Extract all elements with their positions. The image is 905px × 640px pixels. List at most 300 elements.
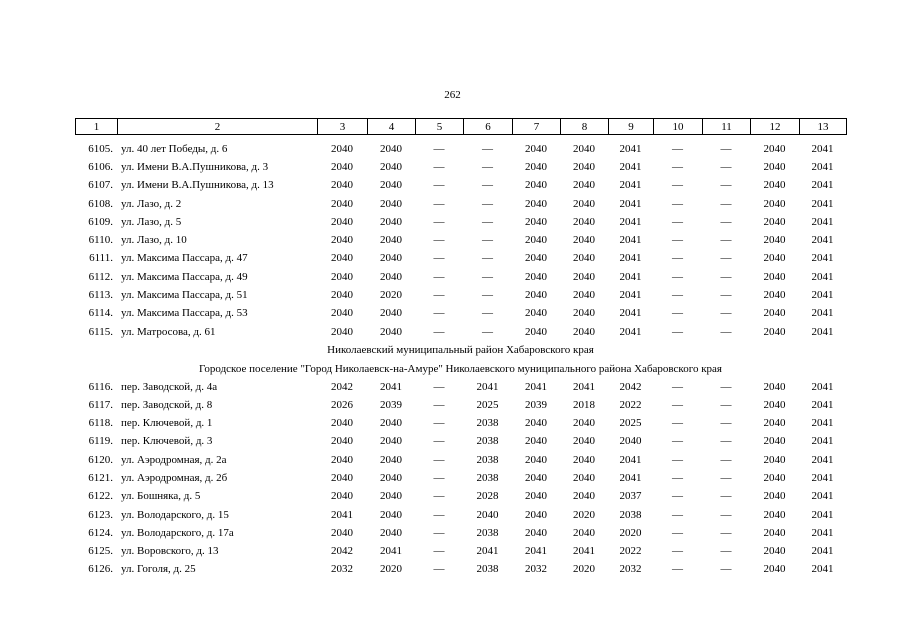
header-cell: 9 — [609, 119, 654, 135]
year-cell: 2040 — [573, 215, 595, 228]
year-cell: — — [672, 142, 683, 155]
year-cell: 2038 — [476, 471, 499, 484]
table-row — [75, 506, 846, 524]
year-cell: — — [433, 453, 445, 466]
year-cell: 2041 — [619, 234, 642, 247]
year-cell: 2040 — [331, 307, 353, 320]
year-cell: 2040 — [763, 197, 786, 210]
year-cell: 2020 — [573, 563, 595, 576]
year-cell: — — [433, 179, 445, 192]
address-cell: ул. Аэродромная, д. 2б — [121, 471, 228, 484]
year-cell: — — [720, 252, 732, 265]
year-cell: 2040 — [763, 234, 786, 247]
header-cell: 13 — [800, 119, 847, 135]
year-cell: 2040 — [763, 417, 786, 430]
year-cell: 2040 — [380, 325, 402, 338]
row-number-cell: 6117. — [88, 398, 113, 411]
year-cell: 2040 — [763, 179, 786, 192]
year-cell: — — [672, 417, 683, 430]
year-cell: — — [482, 197, 493, 210]
address-cell: ул. Максима Пассара, д. 49 — [121, 270, 248, 283]
year-cell: 2040 — [763, 252, 786, 265]
year-cell: 2041 — [619, 453, 642, 466]
year-cell: 2037 — [619, 490, 642, 503]
year-cell: 2041 — [811, 508, 834, 521]
year-cell: 2041 — [619, 252, 642, 265]
table-row — [75, 213, 846, 231]
year-cell: 2040 — [525, 471, 547, 484]
header-row — [76, 119, 847, 135]
year-cell: 2041 — [619, 270, 642, 283]
header-cell: 7 — [513, 119, 561, 135]
year-cell: 2040 — [525, 435, 547, 448]
year-cell: 2040 — [525, 453, 547, 466]
year-cell: 2018 — [573, 398, 595, 411]
row-number-cell: 6114. — [88, 307, 113, 320]
year-cell: 2040 — [331, 435, 353, 448]
year-cell: — — [433, 398, 445, 411]
table-row — [75, 268, 846, 286]
table-row — [75, 250, 846, 268]
header-cell: 4 — [368, 119, 416, 135]
table-row — [75, 177, 846, 195]
rows-group-a — [75, 140, 846, 341]
year-cell: 2040 — [573, 160, 595, 173]
year-cell: 2040 — [573, 490, 595, 503]
data-table-body — [75, 140, 846, 579]
year-cell: 2040 — [763, 545, 786, 558]
address-cell: ул. Аэродромная, д. 2а — [121, 453, 227, 466]
year-cell: 2041 — [331, 508, 353, 521]
year-cell: 2038 — [476, 417, 499, 430]
address-cell: ул. Лазо, д. 5 — [121, 215, 182, 228]
year-cell: 2020 — [380, 289, 402, 302]
year-cell: 2040 — [573, 179, 595, 192]
year-cell: 2040 — [763, 270, 786, 283]
table-row — [75, 286, 846, 304]
year-cell: 2041 — [811, 563, 834, 576]
year-cell: 2041 — [811, 215, 834, 228]
year-cell: — — [433, 307, 445, 320]
year-cell: — — [433, 234, 445, 247]
header-cell: 3 — [318, 119, 368, 135]
year-cell: 2040 — [763, 380, 786, 393]
header-cell: 1 — [76, 119, 118, 135]
table-row — [75, 433, 846, 451]
table-row — [75, 158, 846, 176]
year-cell: — — [672, 380, 683, 393]
year-cell: 2041 — [811, 234, 834, 247]
year-cell: 2040 — [525, 417, 547, 430]
year-cell: — — [720, 435, 732, 448]
header-cell: 2 — [118, 119, 318, 135]
year-cell: 2040 — [380, 471, 402, 484]
year-cell: 2041 — [619, 289, 642, 302]
year-cell: 2020 — [619, 526, 642, 539]
year-cell: — — [433, 471, 445, 484]
year-cell: 2025 — [619, 417, 642, 430]
year-cell: 2040 — [573, 142, 595, 155]
year-cell: — — [720, 453, 732, 466]
year-cell: 2038 — [476, 526, 499, 539]
year-cell: 2040 — [380, 215, 402, 228]
year-cell: 2041 — [573, 380, 595, 393]
year-cell: 2040 — [763, 490, 786, 503]
year-cell: 2040 — [763, 398, 786, 411]
year-cell: 2041 — [811, 398, 834, 411]
row-number-cell: 6122. — [88, 490, 113, 503]
year-cell: 2032 — [525, 563, 547, 576]
address-cell: ул. Лазо, д. 2 — [121, 197, 182, 210]
year-cell: — — [720, 325, 732, 338]
year-cell: 2041 — [619, 215, 642, 228]
row-number-cell: 6115. — [88, 325, 113, 338]
year-cell: 2041 — [476, 545, 499, 558]
year-cell: — — [672, 289, 683, 302]
address-cell: пер. Ключевой, д. 1 — [121, 417, 213, 430]
year-cell: — — [720, 197, 732, 210]
year-cell: 2040 — [525, 526, 547, 539]
address-cell: пер. Заводской, д. 4а — [121, 380, 218, 393]
year-cell: 2040 — [380, 435, 402, 448]
year-cell: 2040 — [380, 252, 402, 265]
year-cell: — — [433, 160, 445, 173]
table-row — [75, 524, 846, 542]
year-cell: 2040 — [763, 563, 786, 576]
year-cell: 2040 — [331, 490, 353, 503]
table-row — [75, 396, 846, 414]
year-cell: 2040 — [380, 160, 402, 173]
page-number: 262 — [444, 89, 461, 101]
year-cell: — — [433, 142, 445, 155]
year-cell: 2025 — [476, 398, 499, 411]
year-cell: — — [720, 380, 732, 393]
year-cell: 2040 — [525, 490, 547, 503]
year-cell: 2041 — [619, 307, 642, 320]
address-cell: ул. Лазо, д. 10 — [121, 234, 187, 247]
year-cell: 2038 — [619, 508, 642, 521]
year-cell: 2040 — [763, 142, 786, 155]
year-cell: 2041 — [811, 471, 834, 484]
year-cell: — — [672, 526, 683, 539]
year-cell: 2040 — [525, 325, 547, 338]
year-cell: 2040 — [331, 289, 353, 302]
year-cell: 2040 — [380, 142, 402, 155]
year-cell: — — [672, 270, 683, 283]
year-cell: 2040 — [331, 270, 353, 283]
year-cell: — — [433, 289, 445, 302]
table-row — [75, 195, 846, 213]
year-cell: 2041 — [525, 545, 547, 558]
address-cell: ул. Володарского, д. 15 — [121, 508, 229, 521]
year-cell: — — [433, 435, 445, 448]
row-number-cell: 6106. — [88, 160, 113, 173]
year-cell: — — [482, 252, 493, 265]
year-cell: 2038 — [476, 435, 499, 448]
year-cell: 2040 — [763, 215, 786, 228]
year-cell: 2040 — [380, 179, 402, 192]
year-cell: — — [672, 508, 683, 521]
year-cell: 2040 — [573, 471, 595, 484]
address-cell: ул. Матросова, д. 61 — [121, 325, 216, 338]
year-cell: 2041 — [619, 197, 642, 210]
year-cell: 2041 — [811, 435, 834, 448]
year-cell: 2040 — [573, 307, 595, 320]
row-number-cell: 6108. — [88, 197, 113, 210]
year-cell: 2040 — [380, 270, 402, 283]
year-cell: 2039 — [380, 398, 402, 411]
year-cell: 2020 — [573, 508, 595, 521]
year-cell: 2040 — [525, 142, 547, 155]
year-cell: — — [482, 234, 493, 247]
year-cell: 2041 — [811, 380, 834, 393]
year-cell: 2040 — [525, 307, 547, 320]
year-cell: 2040 — [573, 270, 595, 283]
year-cell: 2040 — [380, 307, 402, 320]
year-cell: — — [672, 435, 683, 448]
year-cell: 2040 — [525, 234, 547, 247]
year-cell: 2042 — [331, 380, 353, 393]
header-cell: 12 — [751, 119, 800, 135]
year-cell: — — [720, 490, 732, 503]
year-cell: — — [433, 325, 445, 338]
year-cell: 2040 — [763, 325, 786, 338]
year-cell: — — [482, 215, 493, 228]
year-cell: 2041 — [619, 325, 642, 338]
year-cell: 2041 — [619, 179, 642, 192]
table-row — [75, 543, 846, 561]
year-cell: 2041 — [525, 380, 547, 393]
year-cell: — — [482, 270, 493, 283]
year-cell: 2041 — [619, 471, 642, 484]
year-cell: 2041 — [811, 490, 834, 503]
year-cell: — — [433, 252, 445, 265]
year-cell: — — [720, 471, 732, 484]
year-cell: 2041 — [380, 545, 402, 558]
year-cell: — — [433, 270, 445, 283]
address-cell: ул. Воровского, д. 13 — [121, 545, 219, 558]
year-cell: 2041 — [811, 417, 834, 430]
year-cell: — — [672, 471, 683, 484]
year-cell: — — [433, 545, 445, 558]
header-cell: 8 — [561, 119, 609, 135]
table-row — [75, 561, 846, 579]
year-cell: 2041 — [811, 197, 834, 210]
address-cell: ул. Имени В.А.Пушникова, д. 13 — [121, 179, 274, 192]
year-cell: — — [672, 453, 683, 466]
year-cell: 2040 — [573, 417, 595, 430]
table-row — [75, 231, 846, 249]
year-cell: 2026 — [331, 398, 353, 411]
year-cell: — — [720, 289, 732, 302]
row-number-cell: 6111. — [89, 252, 113, 265]
year-cell: 2040 — [380, 508, 402, 521]
address-cell: ул. Бошняка, д. 5 — [121, 490, 201, 503]
year-cell: — — [720, 398, 732, 411]
year-cell: — — [720, 563, 732, 576]
year-cell: 2042 — [619, 380, 642, 393]
row-number-cell: 6116. — [88, 380, 113, 393]
header-cell: 6 — [464, 119, 513, 135]
year-cell: 2040 — [573, 234, 595, 247]
year-cell: 2040 — [525, 215, 547, 228]
year-cell: 2039 — [525, 398, 547, 411]
year-cell: 2040 — [525, 289, 547, 302]
year-cell: 2040 — [763, 307, 786, 320]
address-cell: ул. Имени В.А.Пушникова, д. 3 — [121, 160, 269, 173]
year-cell: 2040 — [331, 252, 353, 265]
year-cell: 2040 — [763, 289, 786, 302]
year-cell: — — [720, 307, 732, 320]
year-cell: 2040 — [525, 508, 547, 521]
table-row — [75, 140, 846, 158]
year-cell: 2040 — [331, 471, 353, 484]
address-cell: ул. Максима Пассара, д. 53 — [121, 307, 248, 320]
year-cell: 2041 — [811, 270, 834, 283]
table-row — [75, 451, 846, 469]
year-cell: 2041 — [811, 160, 834, 173]
year-cell: — — [433, 490, 445, 503]
rows-group-b — [75, 378, 846, 579]
address-cell: ул. Гоголя, д. 25 — [121, 563, 196, 576]
year-cell: 2041 — [811, 179, 834, 192]
year-cell: — — [433, 417, 445, 430]
year-cell: — — [672, 307, 683, 320]
year-cell: 2038 — [476, 563, 499, 576]
row-number-cell: 6118. — [88, 417, 113, 430]
year-cell: — — [482, 160, 493, 173]
year-cell: 2032 — [331, 563, 353, 576]
year-cell: 2040 — [525, 252, 547, 265]
row-number-cell: 6126. — [88, 563, 113, 576]
year-cell: — — [482, 179, 493, 192]
year-cell: — — [672, 179, 683, 192]
year-cell: 2040 — [573, 526, 595, 539]
table-row — [75, 414, 846, 432]
year-cell: 2040 — [331, 526, 353, 539]
row-number-cell: 6107. — [88, 179, 113, 192]
year-cell: 2041 — [619, 160, 642, 173]
header-cell: 10 — [654, 119, 703, 135]
year-cell: 2040 — [573, 289, 595, 302]
year-cell: — — [672, 545, 683, 558]
row-number-cell: 6119. — [88, 435, 113, 448]
year-cell: 2040 — [573, 435, 595, 448]
year-cell: — — [433, 508, 445, 521]
year-cell: — — [482, 289, 493, 302]
address-cell: ул. Володарского, д. 17а — [121, 526, 234, 539]
row-number-cell: 6121. — [88, 471, 113, 484]
year-cell: 2041 — [476, 380, 499, 393]
year-cell: 2040 — [380, 453, 402, 466]
table-row — [75, 469, 846, 487]
address-cell: ул. 40 лет Победы, д. 6 — [121, 142, 228, 155]
year-cell: 2040 — [525, 179, 547, 192]
year-cell: 2040 — [331, 325, 353, 338]
year-cell: 2040 — [380, 490, 402, 503]
year-cell: — — [672, 563, 683, 576]
year-cell: 2040 — [331, 453, 353, 466]
address-cell: ул. Максима Пассара, д. 51 — [121, 289, 248, 302]
year-cell: 2040 — [619, 435, 642, 448]
year-cell: — — [720, 142, 732, 155]
year-cell: 2041 — [811, 526, 834, 539]
year-cell: — — [672, 215, 683, 228]
row-number-cell: 6112. — [88, 270, 113, 283]
year-cell: 2041 — [380, 380, 402, 393]
year-cell: 2032 — [619, 563, 642, 576]
year-cell: 2040 — [763, 435, 786, 448]
year-cell: 2040 — [525, 197, 547, 210]
year-cell: 2041 — [811, 453, 834, 466]
address-cell: пер. Ключевой, д. 3 — [121, 435, 213, 448]
year-cell: 2040 — [573, 325, 595, 338]
year-cell: — — [672, 398, 683, 411]
year-cell: 2041 — [619, 142, 642, 155]
year-cell: 2040 — [380, 526, 402, 539]
year-cell: — — [720, 215, 732, 228]
year-cell: 2040 — [380, 234, 402, 247]
year-cell: 2040 — [763, 160, 786, 173]
year-cell: 2040 — [331, 234, 353, 247]
year-cell: 2040 — [763, 526, 786, 539]
year-cell: — — [720, 417, 732, 430]
year-cell: — — [433, 215, 445, 228]
year-cell: — — [482, 307, 493, 320]
section-title-settlement: Городское поселение "Город Николаевск-на-Амуре" Николаевского муниципального района Хабаровского края — [199, 362, 722, 375]
year-cell: 2040 — [573, 252, 595, 265]
header-cell: 5 — [416, 119, 464, 135]
row-number-cell: 6123. — [88, 508, 113, 521]
year-cell: 2041 — [573, 545, 595, 558]
year-cell: — — [672, 490, 683, 503]
year-cell: 2040 — [331, 179, 353, 192]
year-cell: 2040 — [476, 508, 499, 521]
column-header-table — [75, 118, 847, 135]
year-cell: 2041 — [811, 325, 834, 338]
year-cell: — — [720, 234, 732, 247]
year-cell: 2028 — [476, 490, 499, 503]
row-number-cell: 6113. — [88, 289, 113, 302]
table-row — [75, 323, 846, 341]
year-cell: — — [482, 325, 493, 338]
row-number-cell: 6120. — [88, 453, 113, 466]
year-cell: — — [720, 270, 732, 283]
year-cell: — — [720, 526, 732, 539]
address-cell: пер. Заводской, д. 8 — [121, 398, 213, 411]
header-cell: 11 — [703, 119, 751, 135]
row-number-cell: 6124. — [88, 526, 113, 539]
year-cell: 2040 — [331, 142, 353, 155]
year-cell: — — [720, 179, 732, 192]
year-cell: — — [672, 325, 683, 338]
year-cell: 2041 — [811, 142, 834, 155]
year-cell: 2040 — [380, 417, 402, 430]
year-cell: — — [720, 160, 732, 173]
year-cell: — — [672, 252, 683, 265]
year-cell: — — [720, 545, 732, 558]
year-cell: 2040 — [380, 197, 402, 210]
year-cell: 2038 — [476, 453, 499, 466]
year-cell: 2040 — [331, 197, 353, 210]
address-cell: ул. Максима Пассара, д. 47 — [121, 252, 248, 265]
year-cell: 2040 — [331, 417, 353, 430]
year-cell: 2040 — [763, 471, 786, 484]
year-cell: — — [482, 142, 493, 155]
year-cell: 2042 — [331, 545, 353, 558]
year-cell: — — [433, 380, 445, 393]
year-cell: 2040 — [573, 453, 595, 466]
